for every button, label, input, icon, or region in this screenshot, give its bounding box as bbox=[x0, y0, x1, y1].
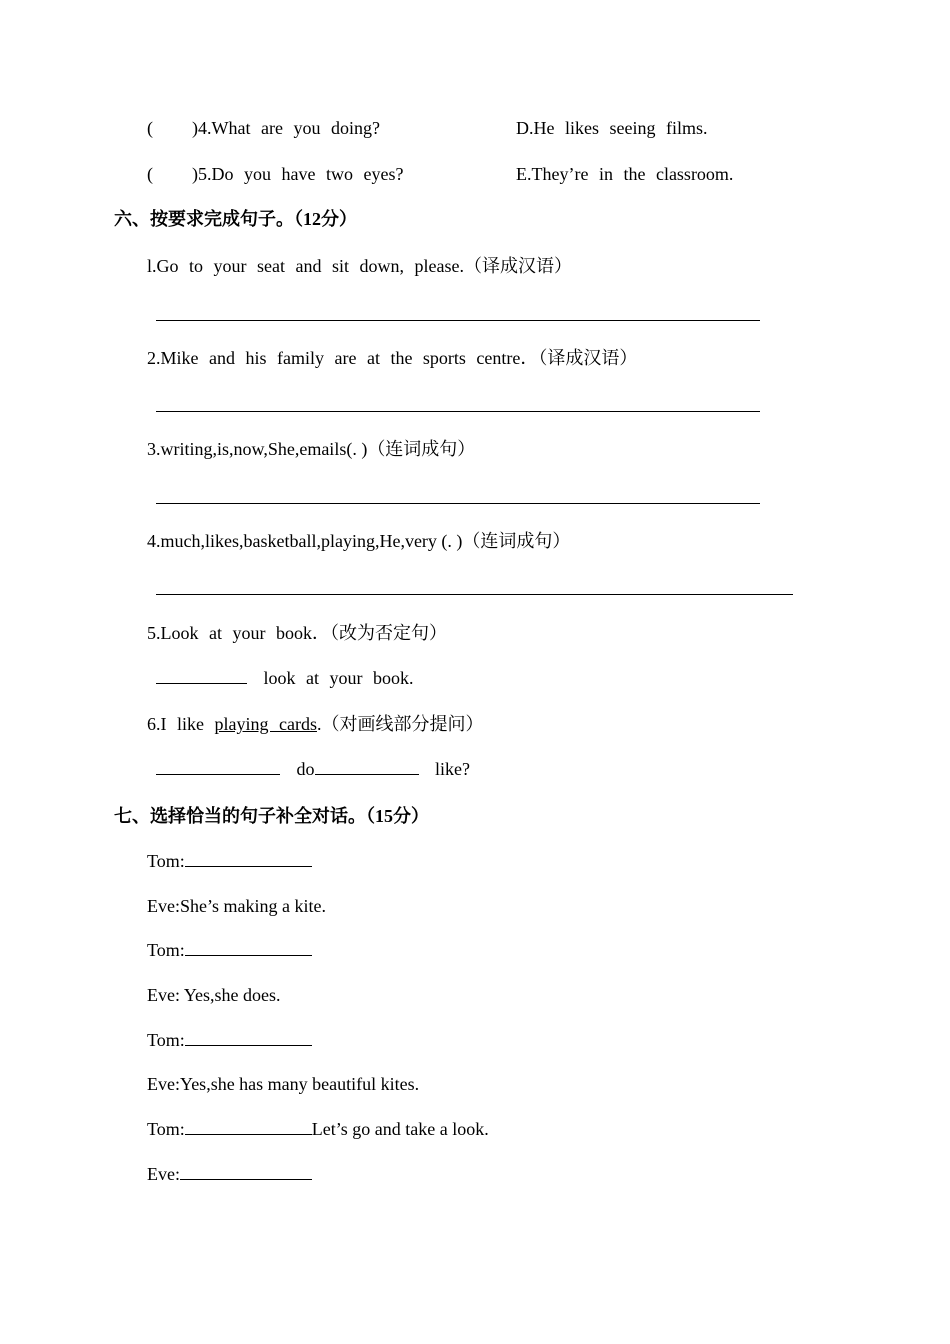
question-text: 6.I like bbox=[147, 714, 215, 734]
question-2 bbox=[147, 347, 637, 369]
section-6-heading bbox=[114, 208, 357, 230]
dialogue-text: Yes,she does. bbox=[180, 985, 281, 1005]
dialogue-text: She’s making a kite. bbox=[180, 896, 326, 916]
dialogue-line-8 bbox=[147, 1163, 312, 1185]
question-text-end: . bbox=[316, 714, 322, 734]
answer-tail: look at your book. bbox=[263, 668, 414, 688]
answer-blank[interactable] bbox=[156, 667, 247, 684]
heading-suffix: 分） bbox=[393, 806, 429, 826]
question-5 bbox=[147, 622, 447, 644]
question-instruction: （译成汉语） bbox=[463, 256, 572, 276]
answer-blank-1[interactable] bbox=[156, 758, 280, 775]
dialogue-line-5 bbox=[147, 1029, 312, 1051]
answer-line-4[interactable] bbox=[156, 594, 793, 595]
question-text: 4.much,likes,basketball,playing,He,very (. ) bbox=[147, 531, 463, 551]
answer-6 bbox=[156, 758, 470, 780]
answer-5 bbox=[156, 667, 414, 689]
speaker: Eve: bbox=[147, 1164, 180, 1184]
dialogue-line-2 bbox=[147, 895, 326, 917]
heading-score: 15 bbox=[375, 806, 393, 826]
dialogue-line-4 bbox=[147, 984, 281, 1006]
matching-row-4 bbox=[147, 117, 153, 139]
dialogue-blank[interactable] bbox=[185, 1029, 312, 1046]
answer-paren-close: ) bbox=[192, 164, 198, 184]
question-3 bbox=[147, 438, 475, 460]
answer-paren-open: ( bbox=[147, 164, 153, 184]
speaker: Eve: bbox=[147, 985, 180, 1005]
dialogue-text: Let’s go and take a look. bbox=[311, 1119, 489, 1139]
matching-row-5 bbox=[147, 163, 153, 185]
question-1 bbox=[147, 255, 572, 277]
speaker: Tom: bbox=[147, 1119, 185, 1139]
answer-blank-2[interactable] bbox=[315, 758, 419, 775]
question-text: 2.Mike and his family are at the sports centre． bbox=[147, 348, 539, 368]
heading-suffix: 分） bbox=[321, 209, 357, 229]
answer-paren-close: ) bbox=[192, 118, 198, 138]
dialogue-blank[interactable] bbox=[185, 939, 312, 956]
dialogue-line-1 bbox=[147, 850, 312, 872]
question-instruction: （连词成句） bbox=[462, 531, 571, 551]
dialogue-blank[interactable] bbox=[185, 850, 312, 867]
question-instruction: （译成汉语） bbox=[538, 348, 638, 368]
matching-answer-e: E.They’re in the classroom. bbox=[516, 164, 734, 184]
heading-text: 六、按要求完成句子。（ bbox=[114, 209, 303, 229]
speaker: Tom: bbox=[147, 1030, 185, 1050]
answer-tail: like? bbox=[435, 759, 470, 779]
speaker: Tom: bbox=[147, 851, 185, 871]
speaker: Tom: bbox=[147, 940, 185, 960]
question-instruction: （连词成句） bbox=[367, 439, 476, 459]
question-text: 5.Look at your book． bbox=[147, 623, 330, 643]
matching-question-4 bbox=[192, 117, 380, 139]
question-text: 3.writing,is,now,She,emails(. ) bbox=[147, 439, 368, 459]
question-instruction: （改为否定句） bbox=[329, 623, 447, 643]
question-6 bbox=[147, 713, 483, 735]
answer-line-3[interactable] bbox=[156, 503, 760, 504]
speaker: Eve: bbox=[147, 896, 180, 916]
question-text: 4.What are you doing? bbox=[198, 118, 380, 138]
answer-paren-open: ( bbox=[147, 118, 153, 138]
heading-score: 12 bbox=[303, 209, 321, 229]
question-text: 5.Do you have two eyes? bbox=[198, 164, 404, 184]
matching-question-5 bbox=[192, 163, 403, 185]
heading-text: 七、选择恰当的句子补全对话。（ bbox=[114, 806, 375, 826]
answer-line-2[interactable] bbox=[156, 411, 760, 412]
dialogue-line-6 bbox=[147, 1073, 419, 1095]
question-4 bbox=[147, 530, 570, 552]
question-text: l.Go to your seat and sit down, please. bbox=[147, 256, 464, 276]
dialogue-text: Yes,she has many beautiful kites. bbox=[180, 1074, 420, 1094]
dialogue-blank[interactable] bbox=[185, 1118, 312, 1135]
dialogue-line-7 bbox=[147, 1118, 489, 1140]
answer-word-do: do bbox=[296, 759, 315, 779]
question-instruction: （对画线部分提问） bbox=[321, 714, 484, 734]
answer-line-1[interactable] bbox=[156, 320, 760, 321]
dialogue-blank[interactable] bbox=[180, 1163, 312, 1180]
underlined-phrase: playing cards bbox=[214, 714, 317, 734]
section-7-heading bbox=[114, 805, 429, 827]
dialogue-line-3 bbox=[147, 939, 312, 961]
matching-answer-d: D.He likes seeing films. bbox=[516, 118, 708, 138]
speaker: Eve: bbox=[147, 1074, 180, 1094]
